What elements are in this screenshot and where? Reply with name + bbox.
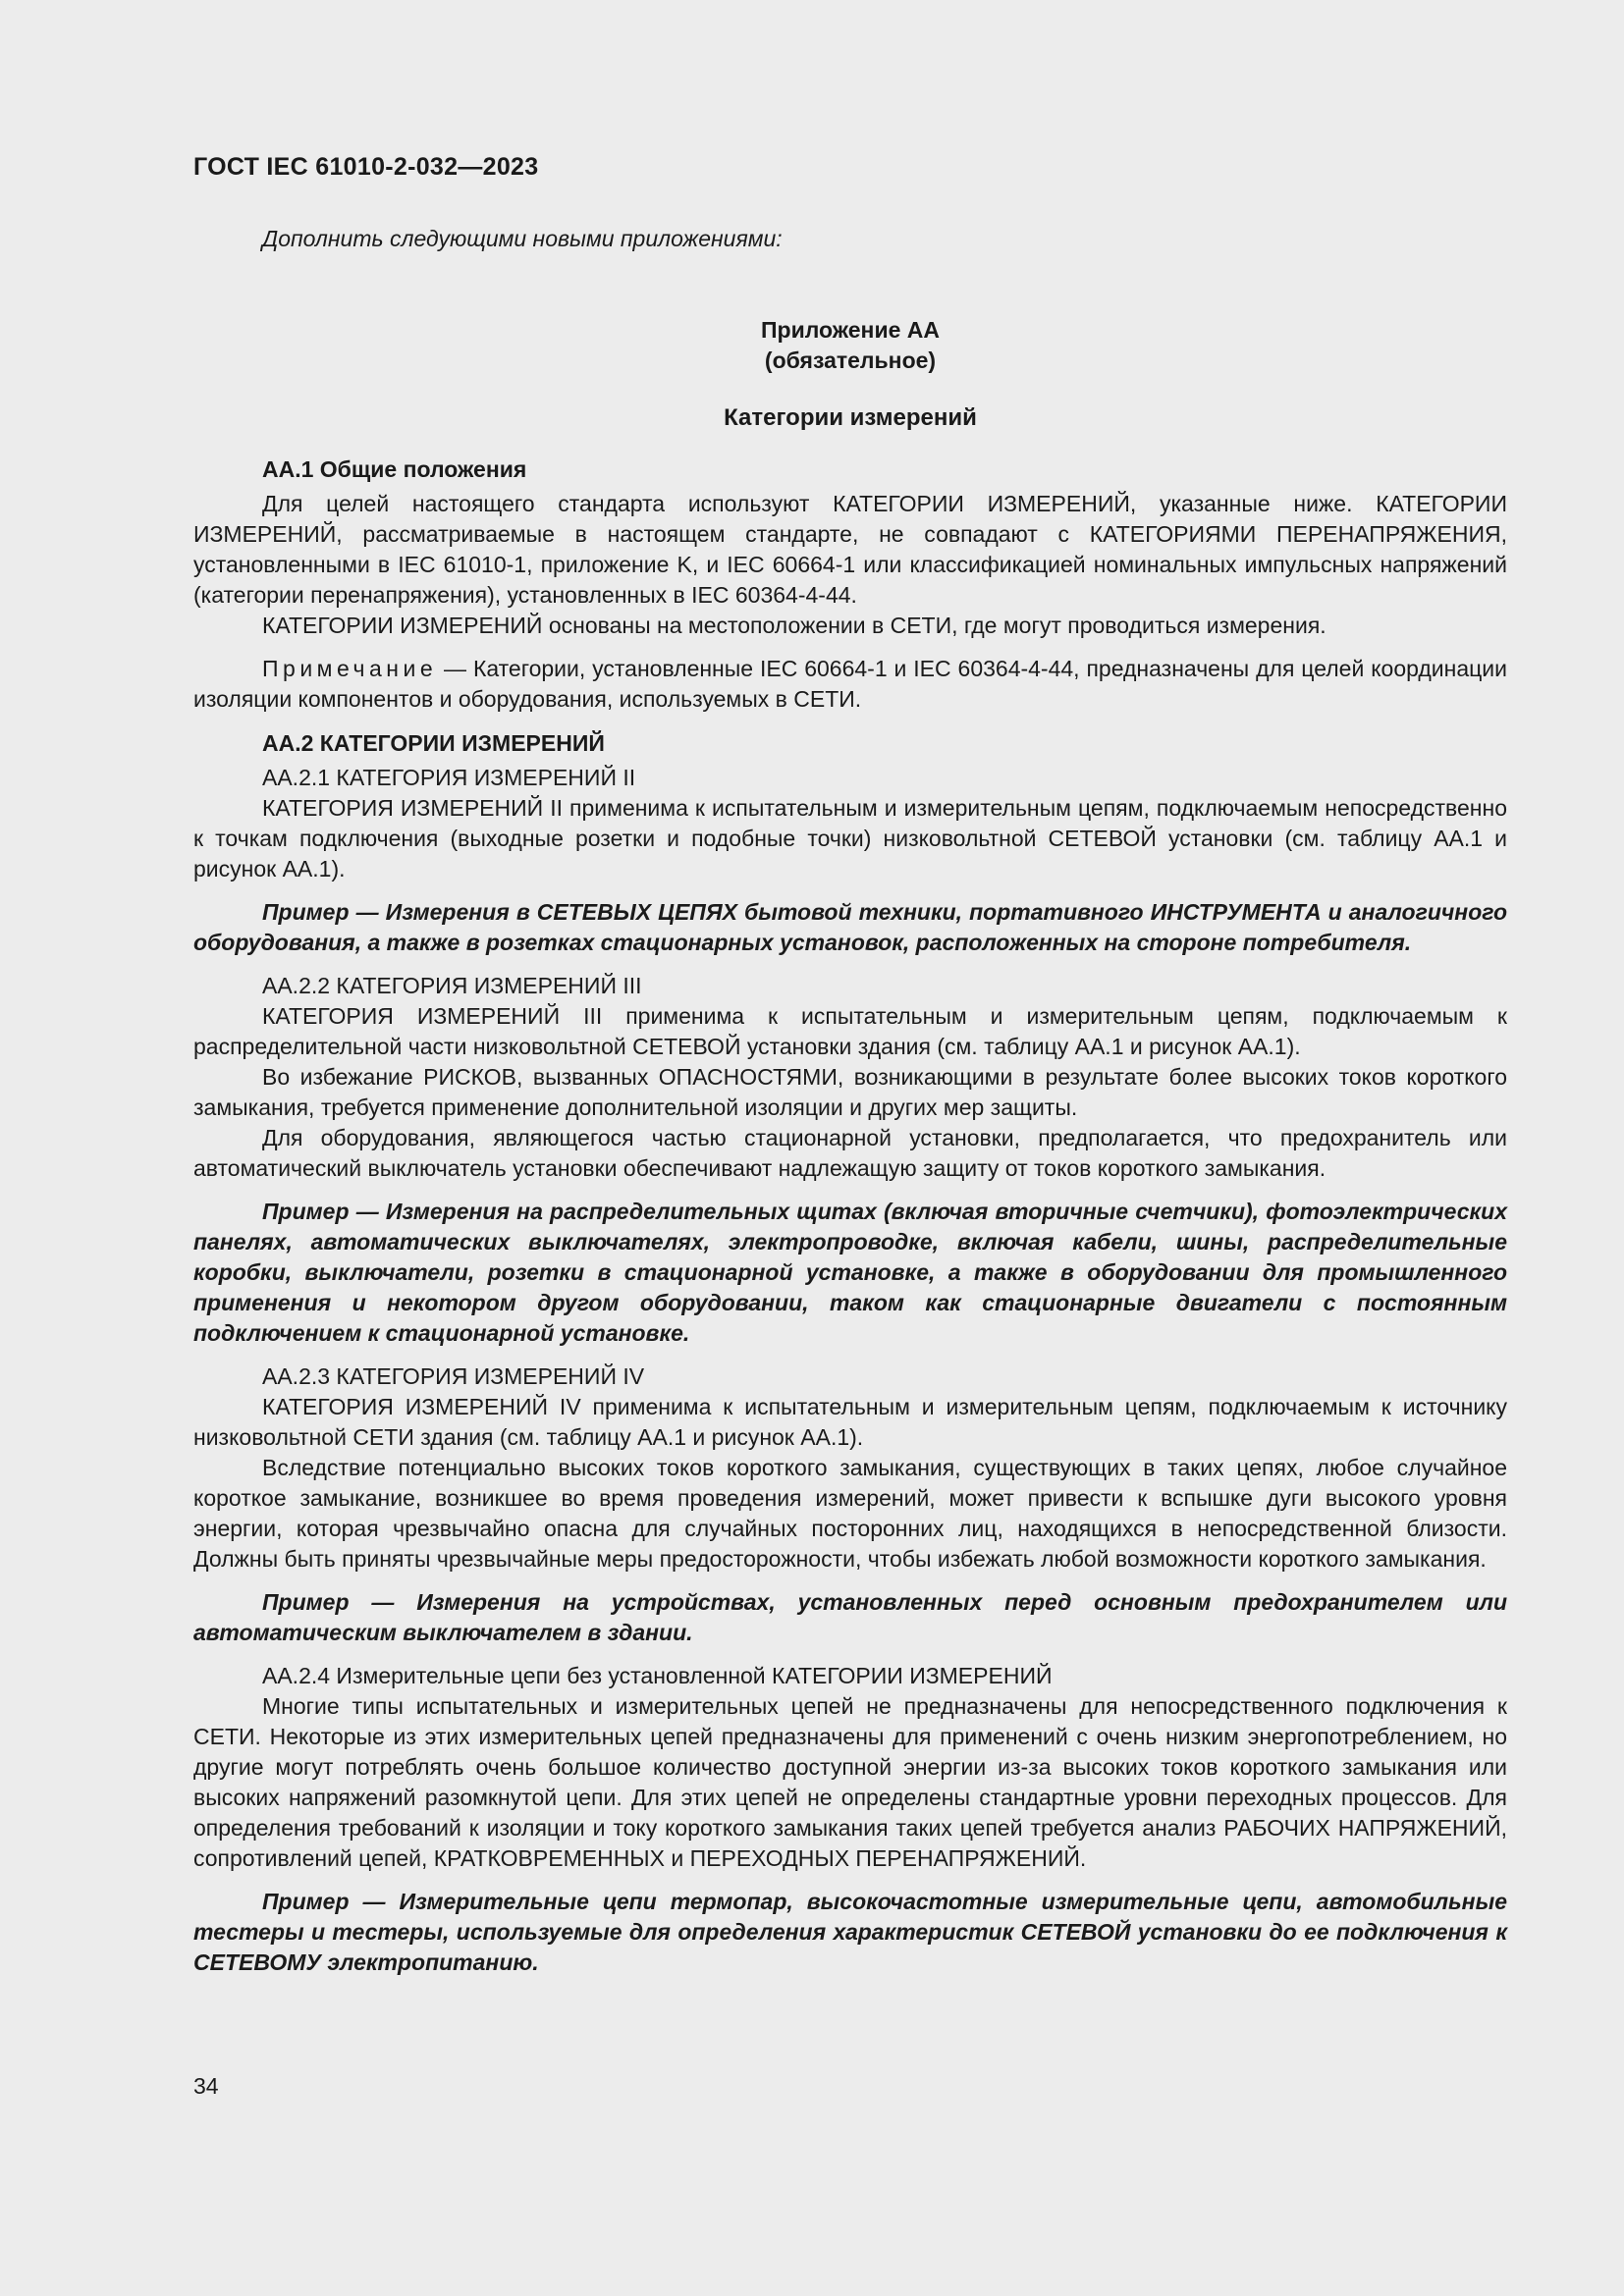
subsection-heading: AA.2.3 КАТЕГОРИЯ ИЗМЕРЕНИЙ IV xyxy=(262,1363,645,1389)
note-text: — Категории, установленные IEC 60664-1 и IEC 60364-4-44, предназначены для целей координации изоляции компонентов и оборудования, используемых в СЕТИ. xyxy=(193,656,1507,712)
annex-title: Приложение AA xyxy=(760,317,940,343)
annex-status: (обязательное) xyxy=(764,347,937,373)
page-number: 34 xyxy=(193,2073,219,2099)
subsection-heading: AA.2.4 Измерительные цепи без установленной КАТЕГОРИИ ИЗМЕРЕНИЙ xyxy=(262,1663,1053,1688)
note-paragraph xyxy=(193,654,1507,715)
paragraph: КАТЕГОРИЯ ИЗМЕРЕНИЙ II применима к испытательным и измерительным цепям, подключаемым непосредственно к точкам подключения (выходные розетки и подобные точки) низковольтной СЕТЕВОЙ установки (см. таблицу AA.1 и рисунок AA.1). xyxy=(193,795,1507,881)
paragraph: Для целей настоящего стандарта используют КАТЕГОРИИ ИЗМЕРЕНИЙ, указанные ниже. КАТЕГОРИИ ИЗМЕРЕНИЙ, рассматриваемые в настоящем стандарте, не совпадают с КАТЕГОРИЯМИ ПЕРЕНАПРЯЖЕНИЯ, установленными в IEC 61010-1, приложение K, и IEC 60664-1 или классификацией номинальных импульсных напряжений (категории перенапряжения), установленных в IEC 60364-4-44. xyxy=(193,491,1507,608)
paragraph: КАТЕГОРИИ ИЗМЕРЕНИЙ основаны на местоположении в СЕТИ, где могут проводиться измерения. xyxy=(262,613,1326,638)
paragraph: КАТЕГОРИЯ ИЗМЕРЕНИЙ III применима к испытательным и измерительным цепям, подключаемым к распределительной части низковольтной СЕТЕВОЙ установки здания (см. таблицу AA.1 и рисунок AA.1). xyxy=(193,1003,1507,1059)
example-paragraph: Пример — Измерения на распределительных щитах (включая вторичные счетчики), фотоэлектрических панелях, автоматических выключателях, электропроводке, включая кабели, шины, распределительные коробки, выключатели, розетки в стационарной установке, а также в оборудовании для промышленного применения и некотором другом оборудовании, таком как стационарные двигатели с постоянным подключением к стационарной установке. xyxy=(193,1199,1507,1346)
subsection-heading: AA.2.1 КАТЕГОРИЯ ИЗМЕРЕНИЙ II xyxy=(262,765,636,790)
paragraph: КАТЕГОРИЯ ИЗМЕРЕНИЙ IV применима к испытательным и измерительным цепям, подключаемым к источнику низковольтной СЕТИ здания (см. таблицу AA.1 и рисунок AA.1). xyxy=(193,1394,1507,1450)
subsection-heading: AA.2.2 КАТЕГОРИЯ ИЗМЕРЕНИЙ III xyxy=(262,973,642,998)
document-body xyxy=(193,224,1507,1978)
intro-text: Дополнить следующими новыми приложениями: xyxy=(262,226,783,251)
section-heading: AA.1 Общие положения xyxy=(262,456,527,482)
paragraph: Многие типы испытательных и измерительных цепей не предназначены для непосредственного подключения к СЕТИ. Некоторые из этих измерительных цепей предназначены для применений с очень низким энергопотреблением, но другие могут потреблять очень большое количество доступной энергии из-за высоких токов короткого замыкания или высоких напряжений разомкнутой цепи. Для этих цепей не определены стандартные уровни переходных процессов. Для определения требований к изоляции и току короткого замыкания таких цепей требуется анализ РАБОЧИХ НАПРЯЖЕНИЙ, сопротивлений цепей, КРАТКОВРЕМЕННЫХ и ПЕРЕХОДНЫХ ПЕРЕНАПРЯЖЕНИЙ. xyxy=(193,1693,1507,1871)
document-header: ГОСТ IEC 61010-2-032—2023 xyxy=(193,153,539,181)
example-paragraph: Пример — Измерения в СЕТЕВЫХ ЦЕПЯХ бытовой техники, портативного ИНСТРУМЕНТА и аналогичного оборудования, а также в розетках стационарных установок, расположенных на стороне потребителя. xyxy=(193,899,1507,955)
example-paragraph: Пример — Измерительные цепи термопар, высокочастотные измерительные цепи, автомобильные тестеры и тестеры, используемые для определения характеристик СЕТЕВОЙ установки до ее подключения к СЕТЕВОМУ электропитанию. xyxy=(193,1889,1507,1975)
example-paragraph: Пример — Измерения на устройствах, установленных перед основным предохранителем или автоматическим выключателем в здании. xyxy=(193,1589,1507,1645)
paragraph: Вследствие потенциально высоких токов короткого замыкания, существующих в таких цепях, любое случайное короткое замыкание, возникшее во время проведения измерений, может привести к вспышке дуги высокого уровня энергии, которая чрезвычайно опасна для случайных посторонних лиц, находящихся в непосредственной близости. Должны быть приняты чрезвычайные меры предосторожности, чтобы избежать любой возможности короткого замыкания. xyxy=(193,1455,1507,1572)
section-heading: AA.2 КАТЕГОРИИ ИЗМЕРЕНИЙ xyxy=(262,730,605,756)
note-label: Примечание xyxy=(262,656,438,681)
paragraph: Для оборудования, являющегося частью стационарной установки, предполагается, что предохранитель или автоматический выключатель установки обеспечивают надлежащую защиту от токов короткого замыкания. xyxy=(193,1125,1507,1181)
annex-heading: Категории измерений xyxy=(724,404,977,431)
paragraph: Во избежание РИСКОВ, вызванных ОПАСНОСТЯМИ, возникающими в результате более высоких токов короткого замыкания, требуется применение дополнительной изоляции и других мер защиты. xyxy=(193,1064,1507,1120)
